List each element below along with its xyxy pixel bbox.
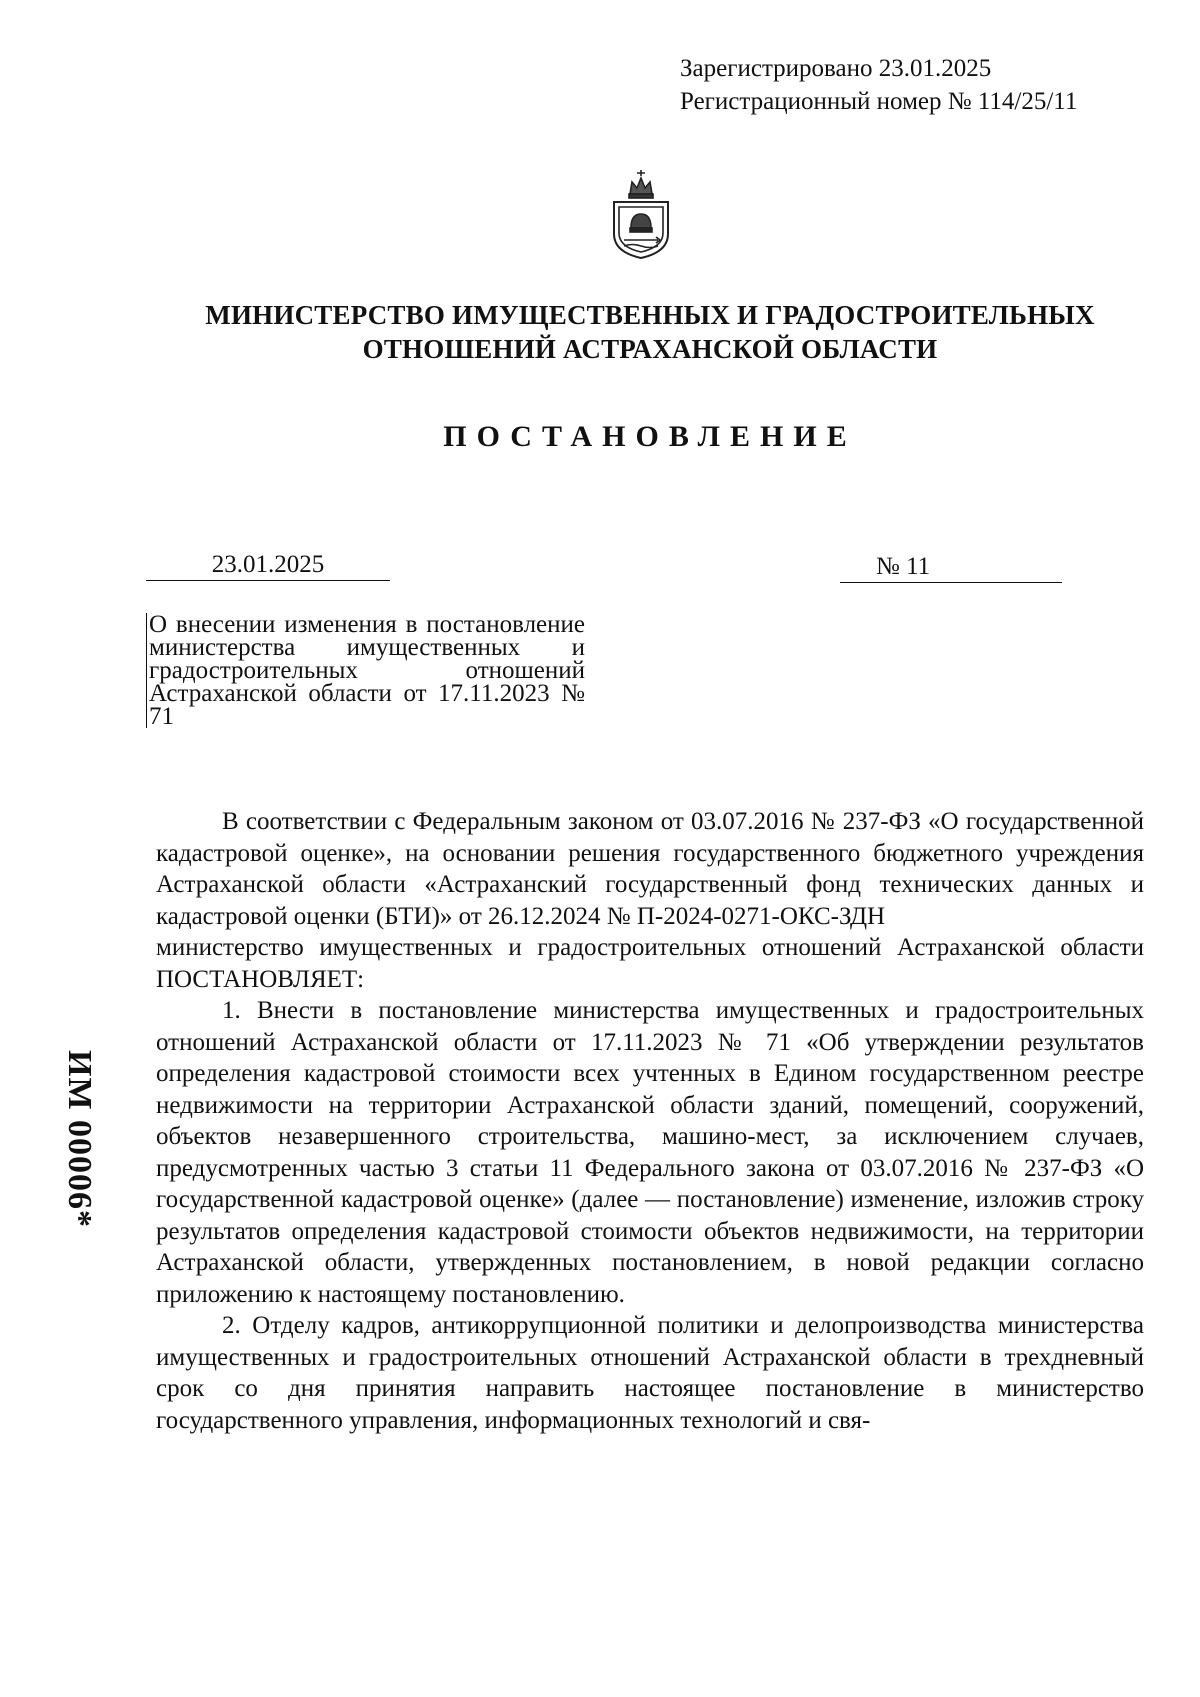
body-paragraph-item-1: 1. Внести в постановление министерства имущественных и градостроительных отношений Астраханской области от 17.11.2023 № 71 «Об утверждении результатов определения кадастровой стоимости всех учтенных в Едином государственном реестре недвижимости на территории Астраханской области зданий, помещений, сооружений, объектов незавершенного строительства, машино-мест, за исключением случаев, предусмотренных частью 3 статьи 11 Федерального закона от 03.07.2016 № 237-ФЗ «О государственной кадастровой оценке» (далее — постановление) изменение, изложив строку результатов определения кадастровой стоимости объектов недвижимости, на территории Астраханской области, утвержденных постановлением, в новой редакции согласно приложению к настоящему постановлению. [156, 997, 1144, 1308]
document-type-title: ПОСТАНОВЛЕНИЕ [443, 420, 857, 453]
coat-of-arms-icon [610, 168, 672, 264]
document-body [156, 806, 1144, 1436]
ministry-name-line2: ОТНОШЕНИЙ АСТРАХАНСКОЙ ОБЛАСТИ [362, 334, 938, 364]
body-paragraph-preamble: В соответствии с Федеральным законом от 03.07.2016 № 237-ФЗ «О государственной кадастровой оценке», на основании решения государственного бюджетного учреждения Астраханской области «Астраханский государственный фонд технических данных и кадастровой оценки (БТИ)» от 26.12.2024 № П-2024-0271-ОКС-ЗДН [156, 808, 1144, 930]
body-paragraph-resolves: министерство имущественных и градостроительных отношений Астраханской области ПОСТАНОВЛЯЕТ: [156, 934, 1144, 993]
document-date: 23.01.2025 [146, 550, 390, 581]
body-paragraph-item-2: 2. Отделу кадров, антикоррупционной политики и делопроизводства министерства имущественных и градостроительных отношений Астраханской области в трехдневный срок со дня принятия направить настоящее постановление в министерство государственного управления, информационных технологий и свя- [156, 1312, 1144, 1434]
registration-date: Зарегистрировано 23.01.2025 [680, 55, 992, 82]
side-stamp: ИМ 00006* [61, 1050, 98, 1229]
registration-number: Регистрационный номер № 114/25/11 [680, 88, 1078, 115]
registration-stamp [680, 52, 1077, 118]
document-number-field [840, 552, 1062, 583]
document-number: № 11 [876, 553, 931, 580]
ministry-name-line1: МИНИСТЕРСТВО ИМУЩЕСТВЕННЫХ И ГРАДОСТРОИТЕЛЬНЫХ [205, 300, 1095, 330]
ministry-name [100, 298, 1200, 366]
document-subject: О внесении изменения в постановление министерства имущественных и градостроительных отношений Астраханской области от 17.11.2023 № 71 [146, 613, 585, 728]
